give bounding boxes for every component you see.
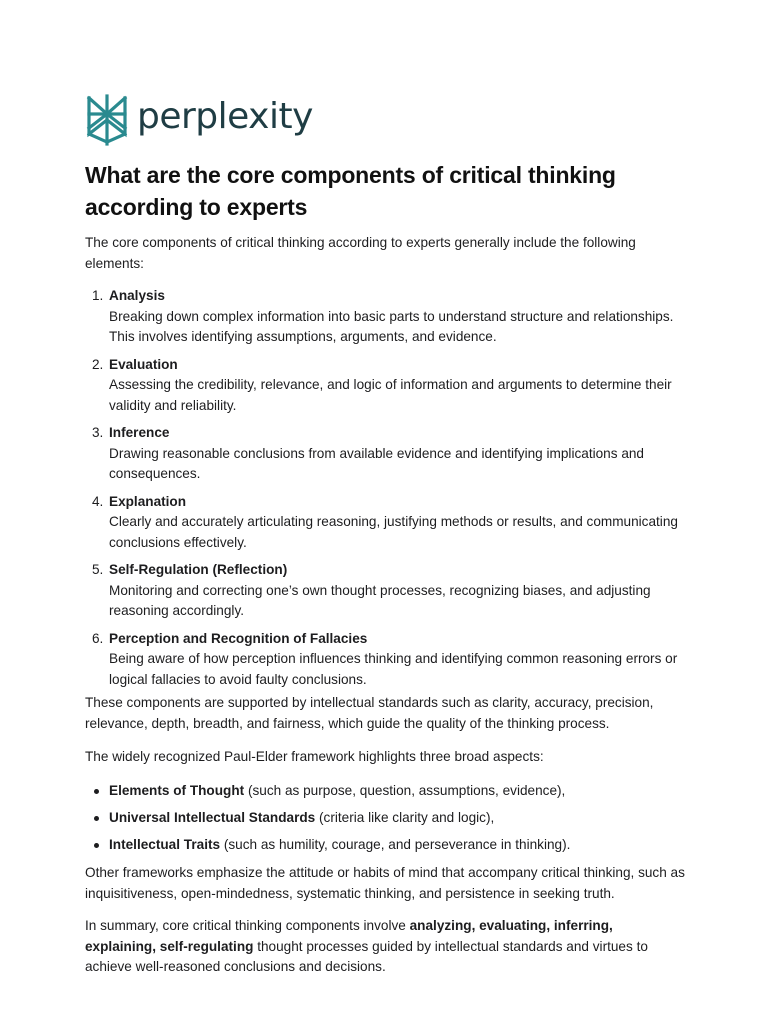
list-item [85, 492, 685, 554]
list-number: 1. [92, 288, 104, 303]
list-number: 4. [92, 493, 104, 509]
standards-paragraph: These components are supported by intellectual standards such as clarity, accuracy, precision, relevance, depth, breadth, and fairness, which guide the quality of the thinking process. [85, 695, 654, 731]
list-item [85, 629, 685, 691]
aspect-title: Intellectual Traits [109, 837, 221, 852]
list-item-title: Self-Regulation (Reflection) [109, 562, 288, 577]
brand-logo [85, 94, 313, 146]
list-item [85, 808, 685, 829]
summary-lead: In summary, core critical thinking components involve [85, 918, 410, 933]
list-item-description: Being aware of how perception influences thinking and identifying common reasoning errors or logical fallacies to avoid faulty conclusions. [109, 651, 678, 687]
bullet-icon [94, 816, 99, 821]
list-number: 3. [92, 425, 104, 440]
bullet-icon [94, 843, 99, 848]
list-item-title: Inference [109, 425, 170, 440]
list-number: 5. [92, 562, 104, 577]
list-item-title: Explanation [109, 493, 187, 509]
aspects-list [85, 781, 685, 862]
list-item-title: Perception and Recognition of Fallacies [109, 630, 368, 646]
list-item-description: Clearly and accurately articulating reasoning, justifying methods or results, and communicating conclusions effectively. [109, 514, 678, 550]
page-title: What are the core components of critical thinking according to experts [85, 162, 616, 220]
list-item [85, 835, 685, 856]
aspect-title: Elements of Thought [109, 783, 245, 798]
intro-paragraph: The core components of critical thinking according to experts generally include the following elements: [85, 235, 636, 271]
aspect-detail: (such as humility, courage, and perseverance in thinking). [220, 837, 571, 852]
list-item-description: Assessing the credibility, relevance, and logic of information and arguments to determine their validity and reliability. [109, 377, 672, 413]
list-item [85, 560, 685, 622]
list-item-description: Drawing reasonable conclusions from available evidence and identifying implications and consequences. [109, 445, 644, 481]
list-item-description: Monitoring and correcting one’s own thought processes, recognizing biases, and adjusting reasoning accordingly. [109, 582, 651, 618]
summary-tail: thought processes guided by intellectual standards and virtues to achieve well-reasoned conclusions and decisions. [85, 938, 648, 974]
brand-name: perplexity [137, 96, 313, 137]
list-item-title: Evaluation [109, 356, 178, 372]
list-item [85, 286, 685, 348]
list-number: 2. [92, 356, 104, 372]
aspect-detail: (criteria like clarity and logic), [315, 810, 495, 825]
list-item [85, 355, 685, 417]
other-frameworks-paragraph: Other frameworks emphasize the attitude or habits of mind that accompany critical thinking, such as inquisitiveness, open-mindedness, systematic thinking, and persistence in seeking truth. [85, 865, 685, 901]
perplexity-logo-icon [85, 94, 129, 146]
summary-bold: analyzing, evaluating, inferring, explaining, self-regulating [85, 918, 613, 954]
list-item-title: Analysis [109, 288, 165, 303]
components-list [85, 286, 685, 697]
list-item [85, 781, 685, 802]
aspect-detail: (such as purpose, question, assumptions, evidence), [244, 783, 566, 798]
list-number: 6. [92, 630, 104, 646]
summary-paragraph [85, 916, 685, 978]
list-item [85, 423, 685, 485]
bullet-icon [94, 789, 99, 794]
list-item-description: Breaking down complex information into basic parts to understand structure and relationships. This involves identifying assumptions, arguments, and evidence. [109, 308, 674, 344]
aspect-title: Universal Intellectual Standards [109, 810, 316, 825]
framework-intro: The widely recognized Paul-Elder framework highlights three broad aspects: [85, 749, 544, 764]
